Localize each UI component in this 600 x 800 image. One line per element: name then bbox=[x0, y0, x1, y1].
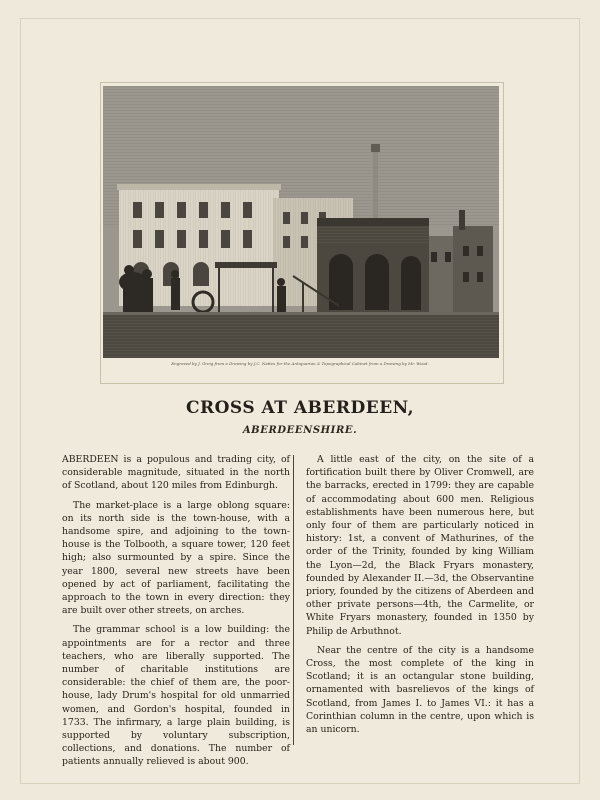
paragraph: Near the centre of the city is a handsome Cross, the most complete of the king in Scotland; it is an octangular stone building, ornamented with basrelievos of the kings of Scotland, from James I. to James VI.: it has a Corinthian column in the centre, upon which is an unicorn. bbox=[306, 644, 534, 736]
text-column-right bbox=[306, 453, 534, 742]
text-column-left bbox=[62, 453, 290, 775]
page-title: CROSS AT ABERDEEN, bbox=[185, 398, 415, 418]
paragraph: The grammar school is a low building: the appointments are for a rector and three teachers, who are liberally supported. The number of charitable institutions are considerable: the chief of them are, the poor-house, lady Drum's hospital for old unmarried women, and Gordon's hospital, founded in 1733. The infirmary, a large plain building, is supported by voluntary subscription, collections, and donations. The number of patients annually relieved is about 900. bbox=[62, 624, 290, 768]
column-divider bbox=[293, 455, 294, 745]
paragraph: ABERDEEN is a populous and trading city, of considerable magnitude, situated in the north of Scotland, about 120 miles from Edinburgh. bbox=[62, 454, 290, 492]
engraving-cross-at-aberdeen bbox=[103, 86, 499, 358]
engraving-illustration bbox=[103, 86, 499, 358]
engraving-imprint: Engraved by J. Greig from a Drawing by J.C. Nattes for the Antiquarian & Topographical Cabinet from a Drawing by Mr. Wood. bbox=[171, 361, 429, 366]
paragraph: The market-place is a large oblong square: on its north side is the town-house, with a handsome spire, and adjoining to the town-house is the Tolbooth, a square tower, 120 feet high; also surmounted by a spire. Since the year 1800, several new streets have been opened by act of parliament, facilitating the approach to the town in every direction: they are built over other streets, on arches. bbox=[62, 499, 290, 617]
paragraph: A little east of the city, on the site of a fortification built there by Oliver Cromwell, are the barracks, erected in 1799: they are capable of accommodating about 600 men. Religious establishments have been numerous here, but only four of them are particularly noticed in history: 1st, a convent of Mathurines, of the order of the Trinity, founded by king William the Lyon—2d, the Black Fryars monastery, founded by Alexander II.—3d, the Observantine priory, founded by the citizens of Aberdeen and other private persons—4th, the Carmelite, or White Fryars monastery, founded in 1350 by Philip de Arbuthnot. bbox=[306, 454, 534, 637]
page-subtitle: ABERDEENSHIRE. bbox=[242, 425, 358, 436]
